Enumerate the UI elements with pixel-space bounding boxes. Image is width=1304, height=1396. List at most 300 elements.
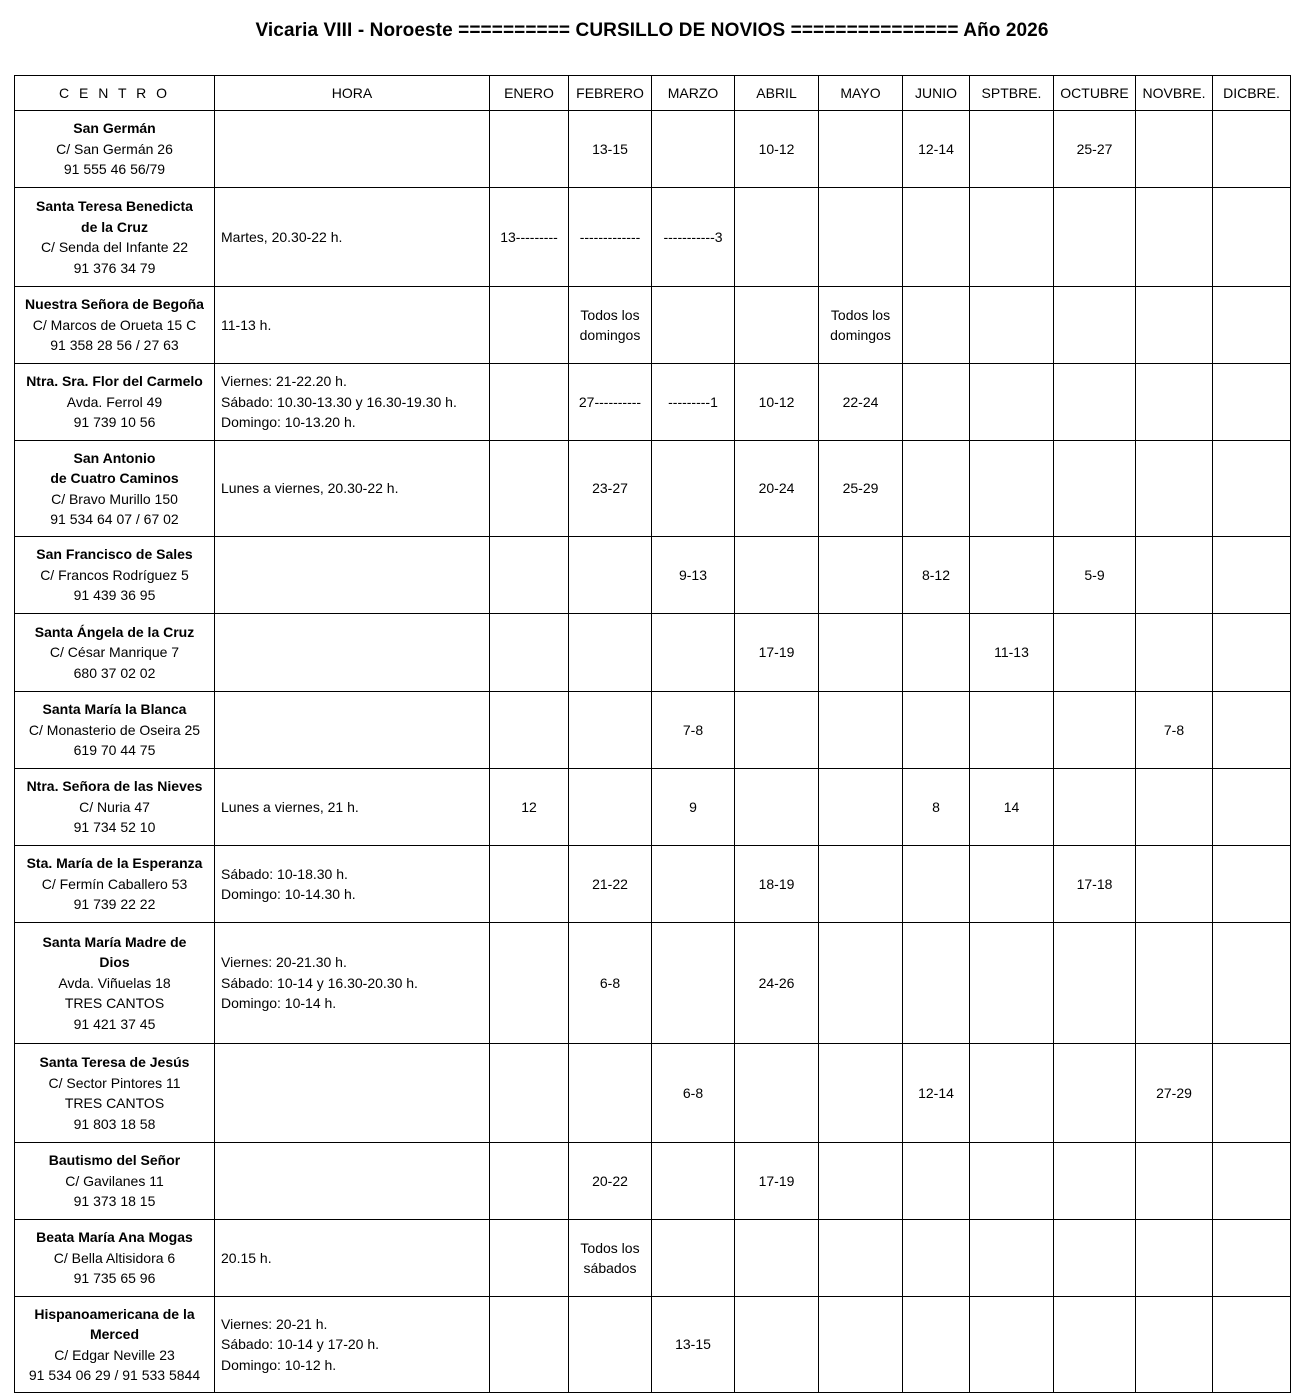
month-value: 20-22: [592, 1172, 628, 1189]
month-cell-febrero: [569, 1220, 652, 1297]
month-cell-enero: [490, 846, 569, 923]
month-value: 9: [689, 798, 697, 815]
month-cell-febrero: [569, 364, 652, 441]
month-cell-enero: [490, 441, 569, 537]
month-value: 27-29: [1156, 1084, 1192, 1101]
month-cell-enero: [490, 287, 569, 364]
month-cell-noviembre: [1136, 441, 1213, 537]
table-row: [15, 441, 1291, 537]
header-noviembre: NOVBRE.: [1136, 76, 1213, 111]
table-row: [15, 537, 1291, 614]
centro-name: Merced: [89, 1326, 140, 1342]
month-cell-septiembre: [970, 846, 1054, 923]
month-cell-octubre: [1054, 441, 1136, 537]
month-cell-junio: [903, 1297, 970, 1393]
month-value: 12: [521, 798, 537, 815]
centro-info: C/ Bella Altisidora 6: [53, 1249, 176, 1266]
month-cell-octubre: [1054, 614, 1136, 692]
month-cell-abril: [735, 846, 819, 923]
centro-cell: [15, 923, 215, 1044]
month-cell-noviembre: [1136, 846, 1213, 923]
month-cell-octubre: [1054, 846, 1136, 923]
month-cell-junio: [903, 614, 970, 692]
month-cell-enero: [490, 1044, 569, 1143]
hora-line: Sábado: 10-18.30 h.: [221, 865, 348, 882]
centro-name: Santa Teresa Benedicta: [36, 198, 193, 214]
month-value: 6-8: [682, 1084, 704, 1101]
hora-cell: [215, 1220, 490, 1297]
month-cell-diciembre: [1213, 111, 1291, 188]
month-cell-febrero: [569, 923, 652, 1044]
month-value: 20-24: [758, 480, 795, 497]
month-cell-noviembre: [1136, 287, 1213, 364]
month-cell-febrero: [569, 111, 652, 188]
month-value: -----------3: [663, 228, 723, 245]
month-cell-marzo: [652, 769, 735, 846]
month-cell-octubre: [1054, 364, 1136, 441]
table-row: [15, 287, 1291, 364]
month-value: 6-8: [599, 974, 621, 991]
centro-cell: [15, 287, 215, 364]
month-cell-octubre: [1054, 287, 1136, 364]
table-row: [15, 769, 1291, 846]
month-cell-octubre: [1054, 1220, 1136, 1297]
month-cell-febrero: [569, 614, 652, 692]
table-row: [15, 1297, 1291, 1393]
month-cell-enero: [490, 614, 569, 692]
month-cell-septiembre: [970, 923, 1054, 1044]
month-cell-octubre: [1054, 923, 1136, 1044]
hora-cell: [215, 441, 490, 537]
centro-cell: [15, 614, 215, 692]
hora-cell: [215, 692, 490, 769]
hora-line: 11-13 h.: [221, 316, 272, 333]
centro-name: Santa María Madre de: [42, 933, 187, 950]
month-cell-mayo: [819, 1044, 903, 1143]
hora-line: Viernes: 20-21.30 h.: [221, 954, 347, 971]
centro-name: San Germán: [73, 120, 156, 137]
month-cell-marzo: [652, 111, 735, 188]
month-cell-febrero: [569, 1143, 652, 1220]
month-cell-abril: [735, 1143, 819, 1220]
month-cell-noviembre: [1136, 188, 1213, 287]
centro-info: C/ San Germán 26: [56, 140, 173, 157]
month-cell-octubre: [1054, 111, 1136, 188]
month-cell-diciembre: [1213, 1044, 1291, 1143]
month-cell-marzo: [652, 846, 735, 923]
centro-name: Ntra. Sra. Flor del Carmelo: [26, 373, 203, 390]
month-cell-septiembre: [970, 769, 1054, 846]
month-cell-marzo: [652, 1220, 735, 1297]
month-cell-abril: [735, 1297, 819, 1393]
month-value: 7-8: [682, 721, 704, 738]
month-value: Todos los: [580, 1239, 640, 1256]
centro-info: 91 735 65 96: [73, 1270, 156, 1287]
centro-name: Sta. María de la Esperanza: [26, 855, 203, 872]
month-value: 7-8: [1163, 721, 1185, 738]
month-cell-mayo: [819, 441, 903, 537]
centro-cell: [15, 769, 215, 846]
hora-cell: [215, 846, 490, 923]
centro-info: C/ Sector Pintores 11: [48, 1074, 181, 1091]
month-cell-diciembre: [1213, 923, 1291, 1044]
hora-line: 20.15 h.: [221, 1249, 272, 1266]
month-value: 13---------: [500, 228, 558, 245]
hora-line: Viernes: 21-22.20 h.: [221, 373, 347, 390]
month-value: -------------: [579, 228, 641, 245]
month-value: ---------1: [668, 393, 718, 410]
month-cell-marzo: [652, 441, 735, 537]
hora-line: Sábado: 10.30-13.30 y 16.30-19.30 h.: [221, 393, 457, 410]
month-cell-mayo: [819, 769, 903, 846]
header-row: [15, 76, 1291, 111]
month-cell-abril: [735, 364, 819, 441]
hora-line: Viernes: 20-21 h.: [221, 1315, 328, 1332]
centro-cell: [15, 1220, 215, 1297]
centro-info: Avda. Viñuelas 18: [58, 974, 171, 991]
month-cell-noviembre: [1136, 537, 1213, 614]
hora-cell: [215, 1297, 490, 1393]
centro-cell: [15, 188, 215, 287]
centro-info: 91 534 64 07 / 67 02: [50, 511, 179, 527]
month-cell-noviembre: [1136, 111, 1213, 188]
month-cell-abril: [735, 769, 819, 846]
month-value: domingos: [830, 327, 891, 343]
hora-line: Domingo: 10-13.20 h.: [221, 414, 356, 431]
centro-info: C/ Senda del Infante 22: [40, 239, 189, 255]
centro-name: Santa María la Blanca: [42, 701, 187, 718]
month-value: Todos los: [830, 306, 891, 323]
month-cell-octubre: [1054, 1044, 1136, 1143]
month-cell-febrero: [569, 537, 652, 614]
month-cell-febrero: [569, 287, 652, 364]
centro-info: C/ Monasterio de Oseira 25: [28, 721, 201, 738]
month-cell-enero: [490, 769, 569, 846]
month-cell-abril: [735, 441, 819, 537]
month-value: 12-14: [918, 140, 954, 157]
centro-cell: [15, 692, 215, 769]
centro-name: Santa Ángela de la Cruz: [34, 623, 195, 640]
header-diciembre: DICBRE.: [1213, 76, 1291, 111]
month-cell-septiembre: [970, 614, 1054, 692]
month-cell-noviembre: [1136, 692, 1213, 769]
centro-info: 91 555 46 56/79: [63, 161, 166, 178]
hora-line: Lunes a viernes, 21 h.: [221, 798, 359, 815]
month-cell-mayo: [819, 188, 903, 287]
month-cell-noviembre: [1136, 1143, 1213, 1220]
month-cell-marzo: [652, 1044, 735, 1143]
hora-cell: [215, 111, 490, 188]
month-value: 11-13: [994, 644, 1029, 661]
month-value: 21-22: [592, 875, 628, 892]
centro-cell: [15, 537, 215, 614]
month-cell-junio: [903, 692, 970, 769]
centro-name: Bautismo del Señor: [48, 1152, 181, 1169]
month-cell-marzo: [652, 364, 735, 441]
centro-info: C/ Marcos de Orueta 15 C: [32, 316, 197, 333]
month-cell-octubre: [1054, 769, 1136, 846]
month-cell-mayo: [819, 923, 903, 1044]
month-value: 25-27: [1076, 140, 1113, 157]
month-value: 10-12: [758, 140, 795, 157]
header-enero: ENERO: [490, 76, 569, 111]
month-cell-marzo: [652, 188, 735, 287]
month-cell-septiembre: [970, 1297, 1054, 1393]
centro-info: 91 439 36 95: [73, 587, 156, 604]
month-cell-abril: [735, 111, 819, 188]
centro-name: Dios: [99, 954, 130, 971]
month-cell-mayo: [819, 692, 903, 769]
centro-info: 91 734 52 10: [73, 819, 156, 836]
month-cell-junio: [903, 537, 970, 614]
centro-cell: [15, 1297, 215, 1393]
month-cell-febrero: [569, 846, 652, 923]
month-cell-abril: [735, 923, 819, 1044]
hora-line: Sábado: 10-14 y 17-20 h.: [221, 1336, 380, 1353]
month-cell-enero: [490, 188, 569, 287]
table-row: [15, 846, 1291, 923]
table-row: [15, 364, 1291, 441]
month-cell-noviembre: [1136, 1297, 1213, 1393]
month-cell-diciembre: [1213, 1297, 1291, 1393]
header-junio: JUNIO: [903, 76, 970, 111]
month-cell-mayo: [819, 287, 903, 364]
schedule-table: [14, 75, 1291, 1393]
hora-line: Lunes a viernes, 20.30-22 h.: [221, 480, 399, 497]
month-cell-abril: [735, 614, 819, 692]
month-cell-febrero: [569, 692, 652, 769]
centro-info: 91 534 06 29 / 91 533 5844: [28, 1367, 201, 1383]
month-cell-marzo: [652, 1297, 735, 1393]
month-cell-septiembre: [970, 692, 1054, 769]
month-cell-febrero: [569, 769, 652, 846]
hora-cell: [215, 1143, 490, 1220]
month-value: 8: [932, 798, 940, 815]
month-cell-abril: [735, 537, 819, 614]
centro-info: 91 376 34 79: [73, 259, 156, 276]
hora-line: Domingo: 10-14 h.: [221, 995, 337, 1012]
month-cell-septiembre: [970, 1044, 1054, 1143]
centro-info: TRES CANTOS: [64, 1095, 165, 1111]
centro-name: de Cuatro Caminos: [50, 470, 179, 486]
centro-name: Hispanoamericana de la: [34, 1305, 195, 1322]
month-cell-septiembre: [970, 1143, 1054, 1220]
month-cell-septiembre: [970, 111, 1054, 188]
centro-info: C/ César Manrique 7: [49, 644, 180, 661]
month-value: 9-13: [678, 566, 708, 583]
month-cell-junio: [903, 287, 970, 364]
table-row: [15, 1143, 1291, 1220]
month-cell-abril: [735, 287, 819, 364]
month-cell-diciembre: [1213, 1220, 1291, 1297]
month-cell-septiembre: [970, 537, 1054, 614]
page-title: Vicaria VIII - Noroeste ========== CURSILLO DE NOVIOS =============== Año 2026: [255, 20, 1049, 41]
month-cell-enero: [490, 923, 569, 1044]
centro-name: de la Cruz: [81, 218, 148, 235]
table-row: [15, 923, 1291, 1044]
month-value: 22-24: [842, 393, 879, 410]
month-value: 5-9: [1084, 566, 1105, 583]
month-cell-diciembre: [1213, 769, 1291, 846]
hora-cell: [215, 188, 490, 287]
month-cell-junio: [903, 1143, 970, 1220]
month-cell-octubre: [1054, 188, 1136, 287]
hora-line: Sábado: 10-14 y 16.30-20.30 h.: [221, 974, 418, 991]
month-cell-junio: [903, 188, 970, 287]
centro-name: San Antonio: [73, 449, 156, 466]
month-cell-mayo: [819, 614, 903, 692]
month-value: 13-15: [592, 140, 628, 157]
month-value: 13-15: [675, 1336, 711, 1353]
month-cell-noviembre: [1136, 1220, 1213, 1297]
month-value: sábados: [583, 1260, 637, 1276]
month-cell-junio: [903, 1220, 970, 1297]
month-cell-marzo: [652, 692, 735, 769]
month-cell-mayo: [819, 364, 903, 441]
month-cell-febrero: [569, 188, 652, 287]
month-cell-septiembre: [970, 188, 1054, 287]
month-cell-mayo: [819, 1143, 903, 1220]
month-cell-enero: [490, 1297, 569, 1393]
month-cell-mayo: [819, 1297, 903, 1393]
header-hora: HORA: [215, 76, 490, 111]
month-cell-diciembre: [1213, 188, 1291, 287]
hora-cell: [215, 287, 490, 364]
month-cell-enero: [490, 111, 569, 188]
month-cell-enero: [490, 1143, 569, 1220]
month-cell-junio: [903, 846, 970, 923]
hora-cell: [215, 923, 490, 1044]
month-value: domingos: [579, 327, 641, 343]
header-septiembre: SPTBRE.: [970, 76, 1054, 111]
month-cell-marzo: [652, 1143, 735, 1220]
month-cell-diciembre: [1213, 846, 1291, 923]
month-cell-noviembre: [1136, 769, 1213, 846]
centro-info: C/ Nuria 47: [79, 798, 150, 815]
hora-cell: [215, 364, 490, 441]
month-cell-noviembre: [1136, 1044, 1213, 1143]
month-cell-septiembre: [970, 441, 1054, 537]
centro-info: 91 739 22 22: [73, 896, 156, 913]
month-cell-marzo: [652, 537, 735, 614]
hora-cell: [215, 537, 490, 614]
hora-cell: [215, 769, 490, 846]
hora-line: Domingo: 10-12 h.: [221, 1356, 337, 1373]
centro-info: C/ Francos Rodríguez 5: [40, 566, 189, 583]
month-cell-febrero: [569, 441, 652, 537]
month-cell-mayo: [819, 1220, 903, 1297]
table-row: [15, 692, 1291, 769]
month-cell-diciembre: [1213, 692, 1291, 769]
centro-name: Beata María Ana Mogas: [36, 1229, 193, 1246]
month-cell-septiembre: [970, 364, 1054, 441]
header-centro: C E N T R O: [15, 76, 215, 111]
month-cell-marzo: [652, 287, 735, 364]
centro-cell: [15, 1044, 215, 1143]
month-value: 17-18: [1076, 875, 1113, 892]
month-value: 17-19: [758, 1172, 795, 1189]
month-cell-junio: [903, 1044, 970, 1143]
month-cell-febrero: [569, 1297, 652, 1393]
month-cell-septiembre: [970, 287, 1054, 364]
centro-cell: [15, 111, 215, 188]
centro-name: Nuestra Señora de Begoña: [25, 296, 204, 313]
month-cell-abril: [735, 1220, 819, 1297]
month-cell-noviembre: [1136, 364, 1213, 441]
month-cell-abril: [735, 188, 819, 287]
hora-line: Martes, 20.30-22 h.: [221, 228, 343, 245]
centro-info: 619 70 44 75: [73, 742, 156, 759]
month-cell-diciembre: [1213, 441, 1291, 537]
month-cell-mayo: [819, 111, 903, 188]
month-cell-enero: [490, 537, 569, 614]
hora-cell: [215, 1044, 490, 1143]
header-marzo: MARZO: [652, 76, 735, 111]
month-cell-diciembre: [1213, 537, 1291, 614]
month-value: 18-19: [758, 875, 795, 892]
month-cell-octubre: [1054, 692, 1136, 769]
month-cell-diciembre: [1213, 364, 1291, 441]
centro-cell: [15, 364, 215, 441]
centro-cell: [15, 846, 215, 923]
month-cell-mayo: [819, 537, 903, 614]
month-cell-enero: [490, 364, 569, 441]
month-cell-abril: [735, 1044, 819, 1143]
month-cell-septiembre: [970, 1220, 1054, 1297]
centro-info: 91 421 37 45: [73, 1015, 156, 1032]
table-row: [15, 1220, 1291, 1297]
month-value: 8-12: [921, 566, 951, 583]
centro-name: San Francisco de Sales: [36, 546, 193, 563]
month-cell-junio: [903, 364, 970, 441]
month-value: 12-14: [918, 1084, 954, 1101]
table-row: [15, 1044, 1291, 1143]
month-cell-marzo: [652, 614, 735, 692]
month-cell-junio: [903, 923, 970, 1044]
centro-info: C/ Fermín Caballero 53: [41, 875, 188, 892]
centro-name: Santa Teresa de Jesús: [39, 1054, 190, 1070]
month-cell-diciembre: [1213, 614, 1291, 692]
month-cell-febrero: [569, 1044, 652, 1143]
month-cell-octubre: [1054, 1143, 1136, 1220]
centro-info: C/ Gavilanes 11: [65, 1172, 164, 1189]
month-value: 10-12: [758, 393, 795, 410]
month-cell-diciembre: [1213, 1143, 1291, 1220]
month-cell-mayo: [819, 846, 903, 923]
header-febrero: FEBRERO: [569, 76, 652, 111]
month-cell-junio: [903, 769, 970, 846]
hora-line: Domingo: 10-14.30 h.: [221, 886, 356, 902]
month-value: 23-27: [592, 480, 628, 497]
centro-info: C/ Bravo Murillo 150: [51, 490, 178, 507]
month-value: 14: [1003, 798, 1020, 815]
centro-info: 680 37 02 02: [73, 664, 156, 681]
month-value: 25-29: [842, 480, 879, 497]
hora-cell: [215, 614, 490, 692]
month-cell-junio: [903, 441, 970, 537]
table-row: [15, 188, 1291, 287]
centro-info: 91 358 28 56 / 27 63: [50, 337, 179, 354]
centro-cell: [15, 441, 215, 537]
month-cell-enero: [490, 692, 569, 769]
centro-info: C/ Edgar Neville 23: [54, 1346, 175, 1363]
header-abril: ABRIL: [735, 76, 819, 111]
table-row: [15, 111, 1291, 188]
month-cell-noviembre: [1136, 614, 1213, 692]
centro-name: Ntra. Señora de las Nieves: [26, 778, 203, 795]
month-value: 27----------: [578, 393, 642, 410]
month-cell-junio: [903, 111, 970, 188]
